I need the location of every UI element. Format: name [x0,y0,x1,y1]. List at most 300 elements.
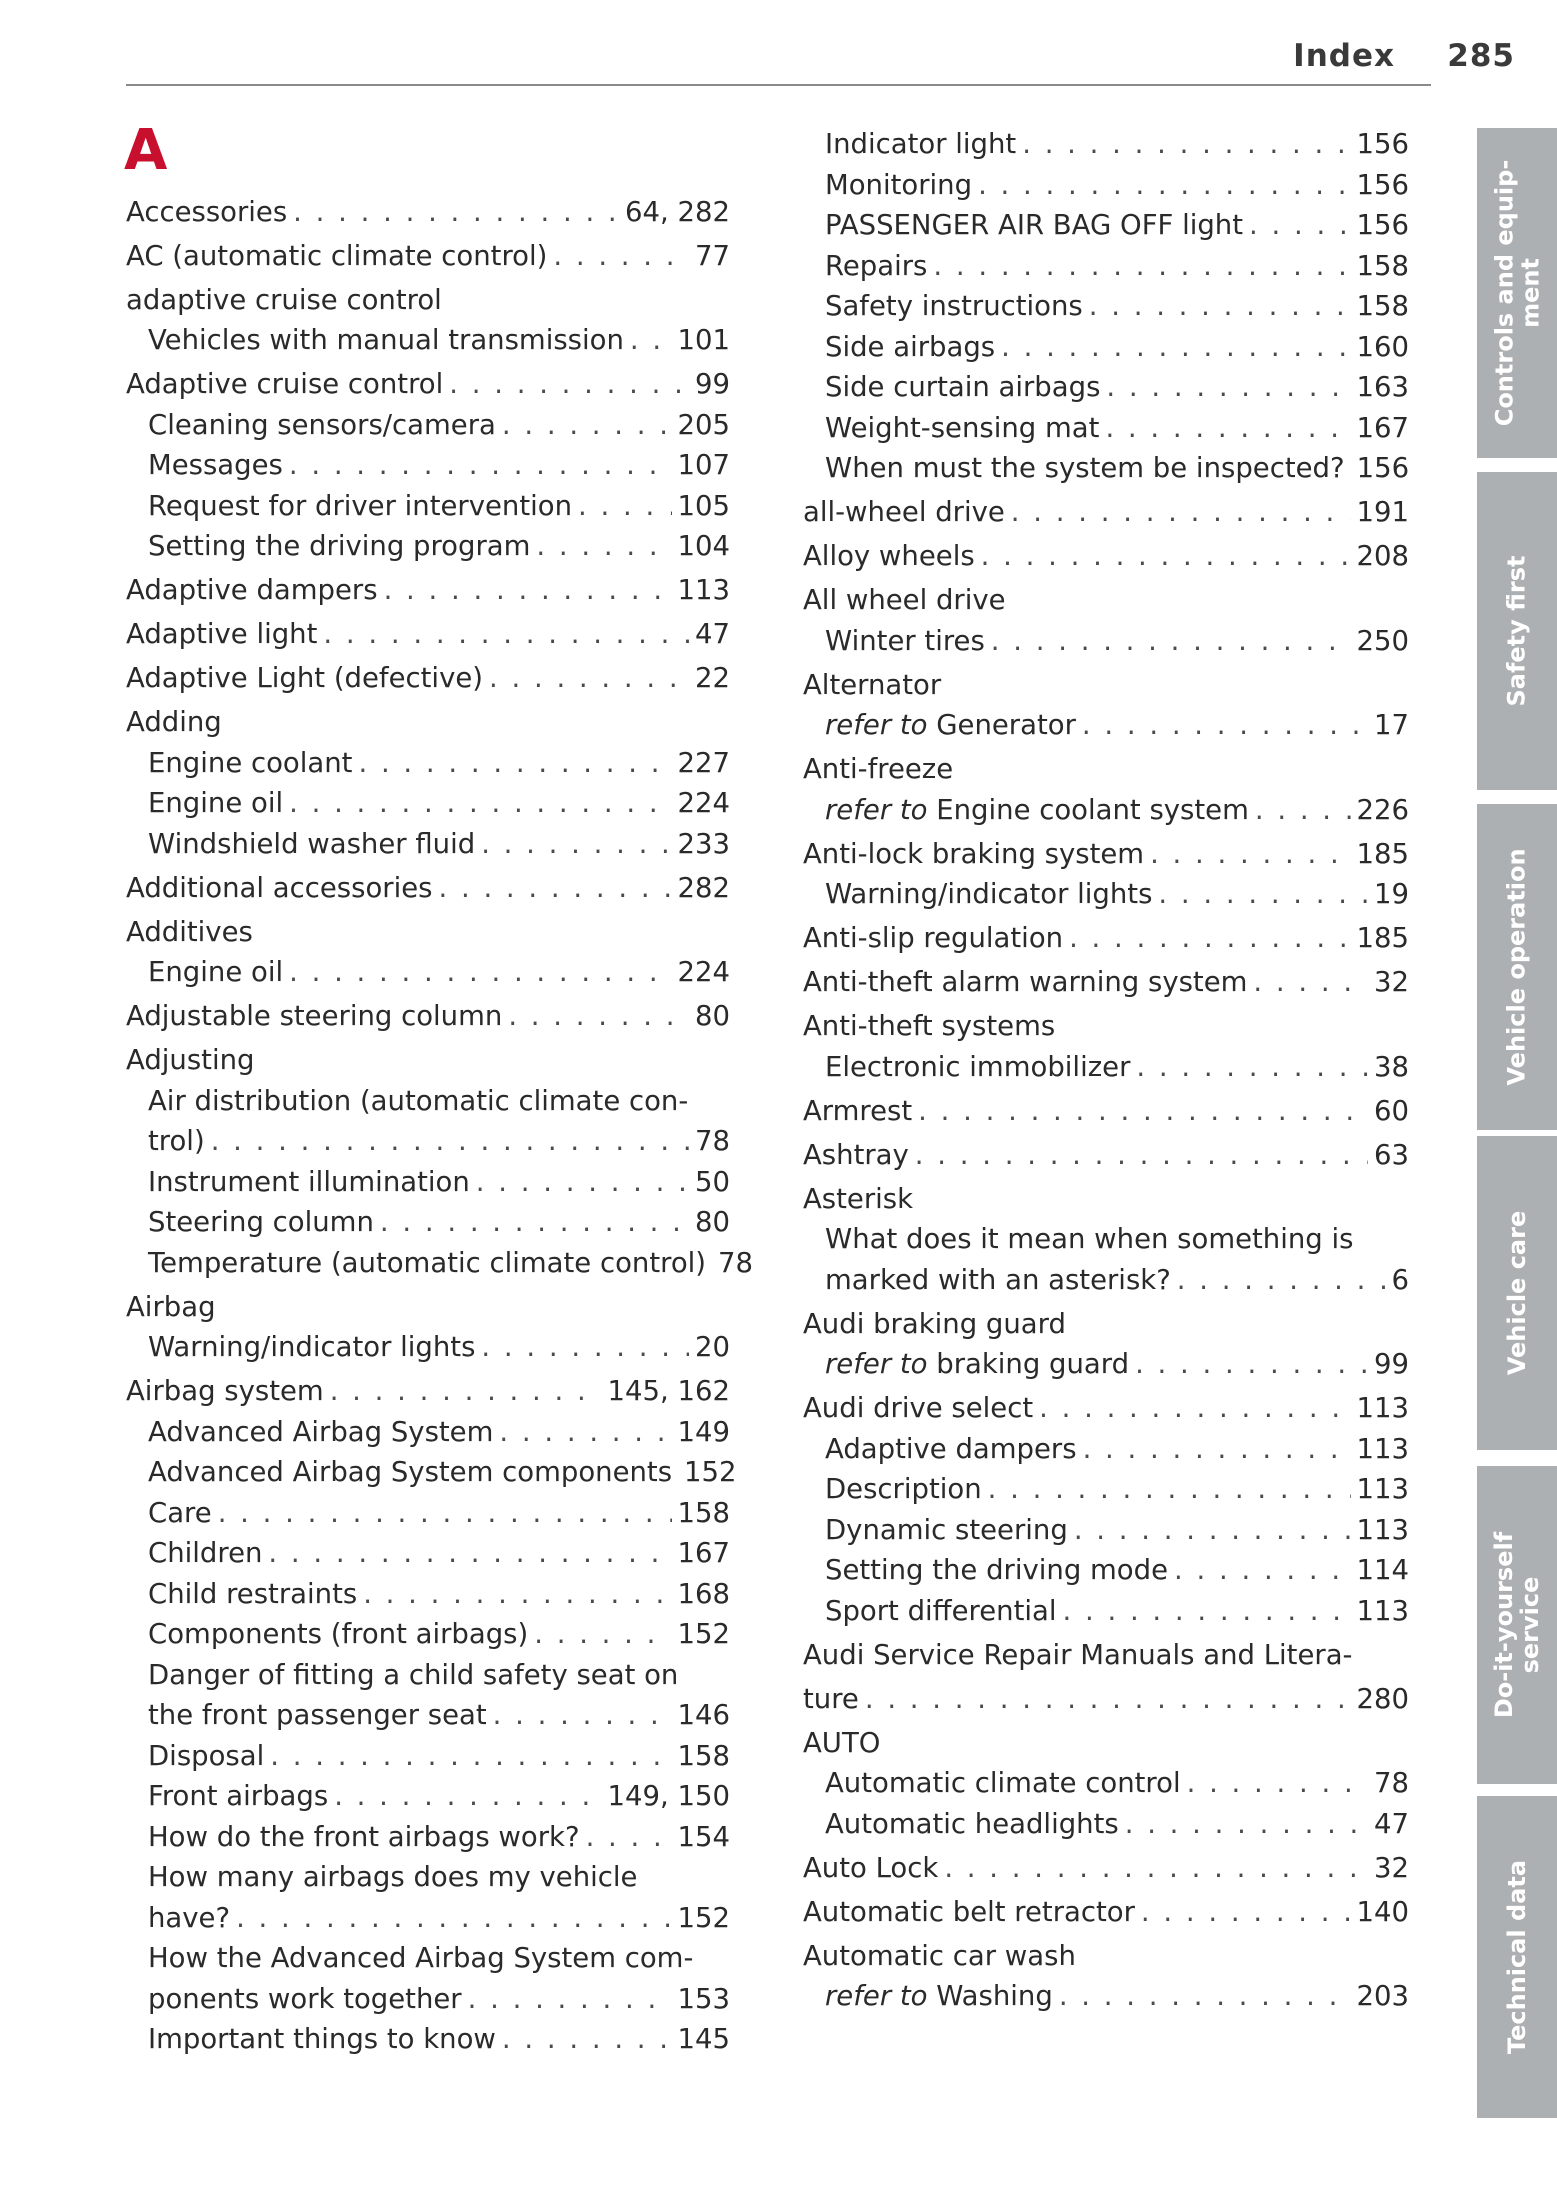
index-entry-page[interactable]: 152 [677,1618,730,1650]
index-entry-label [126,236,547,277]
index-entry-label [803,918,1063,959]
side-tab-label: Technical data [1503,1859,1532,2055]
dot-leader [508,996,689,1037]
index-entry [126,1202,730,1243]
index-entry [803,165,1409,206]
index-entry-label [825,286,1083,327]
index-entry-label [148,1817,580,1858]
index-entry-label [148,2019,496,2060]
index-entry-label [803,962,1247,1003]
index-entry-label [825,1763,1181,1804]
index-entry-label [126,912,253,953]
index-entry-page[interactable]: 156 [1356,452,1410,484]
index-entry-page[interactable]: 140 [1356,1895,1409,1928]
index-entry-page[interactable]: 113 [1356,1432,1409,1465]
index-entry-text: Anti-freeze [803,753,954,785]
index-entry-page[interactable]: 152 [677,1901,730,1934]
index-entry [803,205,1409,246]
dot-leader [1187,1763,1368,1804]
index-entry-text: Electronic immobilizer [825,1050,1131,1083]
dot-leader [1249,205,1350,246]
dot-leader [1150,834,1350,875]
index-entry [803,962,1409,1003]
dot-leader [1022,124,1350,165]
index-entry-text: Messages [148,449,283,481]
dot-leader [334,1776,601,1817]
index-entry-page[interactable]: 185 [1356,922,1409,954]
index-entry-text: Additives [126,915,253,948]
index-entry-label [126,614,317,655]
index-entry-label [148,1979,462,2020]
index-entry [803,492,1409,533]
index-entry-text: Adjustable steering column [126,1000,503,1032]
index-entry-label [148,824,475,865]
index-entry-page[interactable]: 203 [1356,1980,1409,2012]
index-entry-text: braking guard [936,1348,1130,1380]
dot-leader [1255,790,1351,831]
index-entry-page[interactable]: 145, 162 [607,1375,730,1407]
index-entry-label [803,1936,1076,1977]
index-entry-page[interactable]: 280 [1356,1682,1409,1715]
dot-leader [1074,1510,1351,1551]
dot-leader [1135,1344,1368,1385]
index-entry-page[interactable]: 226 [1356,793,1409,826]
index-entry-page[interactable]: 113 [677,574,730,606]
index-entry-text: Washing [936,1980,1053,2012]
dot-leader [1039,1388,1350,1429]
section-letter: A [124,118,168,183]
index-entry-page[interactable]: 113 [1356,1513,1409,1546]
index-entry [803,1723,1409,1764]
index-entry-label [148,1452,672,1493]
side-tab-label: Controls and equip- [1490,159,1519,427]
index-entry-text: Asterisk [803,1182,914,1215]
index-entry-page[interactable]: 20 [695,1331,730,1363]
index-entry-page[interactable]: 227 [677,746,730,779]
dot-leader [380,1202,689,1243]
index-entry-text: Adding [126,706,222,738]
dot-leader [330,1371,602,1412]
index-entry-text: all-wheel drive [803,496,1005,528]
index-entry-page[interactable]: 205 [677,408,730,441]
index-entry [126,1614,730,1655]
index-entry-label [126,996,502,1037]
index-entry-label [126,192,287,233]
index-entry-label [148,952,283,993]
index-entry-page[interactable]: 156 [1356,168,1409,201]
index-entry [126,1655,730,1696]
index-entry [803,1429,1409,1470]
index-entry-page[interactable]: 99 [695,368,730,400]
index-entry [803,918,1409,959]
index-entry [126,280,730,321]
index-entry-label [825,1804,1119,1845]
index-entry-label [148,1243,706,1284]
index-entry [803,1006,1409,1047]
index-entry [803,536,1409,577]
index-entry-label [803,536,975,577]
index-entry-page[interactable]: 113 [1356,1392,1409,1424]
index-entry-text: Anti-theft alarm warning system [803,966,1248,998]
header-section-title: Index [1293,38,1395,74]
index-entry-label [126,1287,216,1328]
index-entry-text: Audi braking guard [803,1307,1066,1340]
index-entry [126,1452,737,1493]
index-entry-text: Anti-theft systems [803,1010,1056,1042]
side-tab-label: Vehicle care [1503,1210,1532,1376]
index-entry-label [825,448,1345,489]
index-entry-page[interactable]: 158 [677,1739,730,1772]
index-entry-label [825,705,1076,746]
dot-leader [358,743,671,784]
index-entry-page[interactable]: 149 [677,1415,730,1448]
index-entry-label [825,205,1243,246]
index-entry-label [825,1469,982,1510]
index-entry-text: All wheel drive [803,584,1006,616]
dot-leader [1177,1260,1386,1301]
index-entry [126,1979,730,2020]
index-entry [126,1574,730,1615]
index-entry-label [148,320,624,361]
index-entry [803,1388,1409,1429]
index-entry-page[interactable]: 63 [1374,1138,1409,1171]
index-entry-text: When must the system be inspected? [825,452,1345,484]
index-entry-text: Indicator light [825,128,1017,160]
index-entry [803,1047,1409,1088]
index-entry-label [148,1533,262,1574]
index-entry-page[interactable]: 60 [1374,1094,1409,1127]
index-entry-page[interactable]: 6 [1391,1263,1409,1296]
index-entry [126,868,730,909]
index-entry-page[interactable]: 167 [1356,411,1409,444]
index-entry-page[interactable]: 158 [677,1496,730,1529]
index-entry [803,1179,1409,1220]
index-entry-label [148,1493,212,1534]
index-entry [803,1804,1409,1845]
index-entry-text: Sport differential [825,1594,1057,1627]
index-entry-page[interactable]: 224 [677,787,730,819]
index-entry-text: Auto Lock [803,1851,939,1884]
index-column-left [126,188,754,2060]
index-entry-reference: refer to [825,1980,928,2012]
header-page-number: 285 [1447,38,1515,74]
dot-leader [449,364,689,405]
index-entry-page[interactable]: 191 [1356,496,1409,528]
index-entry-label [126,364,443,405]
index-entry-text: Vehicles with manual transmission [148,324,624,356]
index-entry [803,790,1409,831]
index-entry-label [126,658,483,699]
index-entry-label [825,124,1016,165]
index-entry [126,1121,730,1162]
index-entry-page[interactable]: 99 [1374,1348,1409,1380]
index-entry-label [803,1635,1352,1676]
side-tab-label: ment [1516,258,1545,328]
index-entry-page[interactable]: 145 [677,2023,730,2055]
index-entry-page[interactable]: 17 [1374,709,1409,741]
index-entry-text: Adaptive dampers [825,1432,1077,1465]
index-entry-label [148,1938,693,1979]
index-entry-page[interactable]: 233 [677,827,730,860]
index-entry-page[interactable]: 250 [1356,624,1409,657]
index-entry-page[interactable]: 113 [1356,1594,1409,1627]
index-column-right [803,124,1409,2017]
dot-leader [1083,1429,1351,1470]
dot-leader [1059,1976,1351,2017]
index-entry-text: Automatic climate control [825,1767,1181,1799]
index-entry-text: Instrument illumination [148,1165,470,1198]
side-tab-diy[interactable] [1477,1466,1557,1784]
index-entry-page[interactable]: 80 [695,1000,730,1032]
index-entry-label [148,1898,230,1939]
index-entry-page[interactable]: 167 [677,1537,730,1569]
side-tab-label: service [1516,1576,1545,1674]
index-entry-text: Monitoring [825,168,973,201]
index-entry [803,1135,1409,1176]
index-entry-text: ponents work together [148,1982,462,2015]
index-entry [126,445,730,486]
index-entry-page[interactable]: 32 [1374,966,1409,998]
index-entry-label [825,874,1152,915]
index-entry-page[interactable]: 47 [1374,1807,1409,1840]
index-entry-text: Automatic belt retractor [803,1895,1135,1928]
index-entry-page[interactable]: 105 [677,489,730,522]
index-entry-label [148,1162,470,1203]
index-entry-page[interactable]: 50 [695,1165,730,1198]
index-entry-text: marked with an asterisk? [825,1263,1171,1296]
index-entry [803,1550,1409,1591]
index-entry [803,580,1409,621]
index-entry [803,1892,1409,1933]
index-entry-page[interactable]: 78 [718,1246,754,1279]
index-entry-page[interactable]: 282 [677,871,730,904]
index-entry [126,364,730,405]
dot-leader [915,1135,1368,1176]
index-entry-label [825,1429,1077,1470]
dot-leader [944,1848,1368,1889]
index-entry-text: Setting the driving mode [825,1554,1169,1586]
index-entry-page[interactable]: 168 [677,1577,730,1610]
index-entry-text: Important things to know [148,2023,496,2055]
index-entry-label [825,1550,1168,1591]
index-entry-text: How many airbags does my vehicle [148,1861,638,1893]
index-entry-page[interactable]: 154 [677,1820,730,1853]
dot-leader [933,246,1350,287]
index-entry-text: Anti-slip regulation [803,922,1064,954]
index-entry-label [803,1892,1135,1933]
side-tab-controls[interactable] [1477,128,1557,458]
dot-leader [1141,1892,1351,1933]
index-entry-page[interactable]: 163 [1356,371,1409,403]
index-entry-page[interactable]: 22 [695,662,730,694]
index-entry-text: Engine coolant [148,746,353,779]
index-entry [126,526,730,567]
index-entry-label [126,280,442,321]
index-entry-text: trol) [148,1125,205,1157]
index-entry [803,1304,1409,1345]
index-entry-page[interactable]: 64, 282 [625,195,730,228]
index-entry-page[interactable]: 77 [695,239,730,272]
index-entry-text: Automatic headlights [825,1807,1119,1840]
dot-leader [502,405,672,446]
index-entry-label [803,1135,909,1176]
index-entry [803,408,1409,449]
index-entry-page[interactable]: 104 [677,530,730,562]
index-entry-label [825,246,927,287]
dot-leader [1001,327,1350,368]
index-entry [803,1679,1409,1720]
index-entry-text: Ashtray [803,1138,909,1171]
index-entry-label [148,1857,637,1898]
index-entry-page[interactable]: 156 [1356,128,1409,160]
dot-leader [1063,1591,1351,1632]
dot-leader [1174,1550,1350,1591]
index-entry-label [148,783,283,824]
index-entry-label [148,1412,493,1453]
dot-leader [476,1162,689,1203]
index-entry [803,1763,1409,1804]
index-entry-text: PASSENGER AIR BAG OFF light [825,209,1244,241]
dot-leader [489,658,689,699]
index-entry-page[interactable]: 78 [695,1125,730,1157]
dot-leader [363,1574,671,1615]
index-entry-label [825,621,985,662]
index-entry-text: Weight-sensing mat [825,411,1100,444]
index-entry-page[interactable]: 185 [1356,837,1409,870]
dot-leader [289,783,671,824]
index-entry-label [825,1344,1129,1385]
index-entry [803,1848,1409,1889]
index-entry-label [148,1202,374,1243]
index-entry-text: adaptive cruise control [126,283,442,316]
index-entry-page[interactable]: 156 [1356,209,1409,241]
index-entry-page[interactable]: 38 [1374,1050,1409,1083]
dot-leader [438,868,671,909]
index-entry [803,705,1409,746]
index-entry-text: Advanced Airbag System [148,1415,494,1448]
index-entry [803,1936,1409,1977]
index-entry-label [126,702,222,743]
index-entry-label [825,790,1249,831]
index-entry [803,1976,1409,2017]
index-entry-page[interactable]: 160 [1356,330,1409,363]
dot-leader [536,526,671,567]
index-entry-page[interactable]: 107 [677,449,730,481]
index-entry-label [803,834,1144,875]
side-tab-vehicle-operation[interactable] [1477,804,1557,1130]
index-entry-text: Setting the driving program [148,530,531,562]
index-entry [803,327,1409,368]
index-entry-page[interactable]: 158 [1356,290,1409,322]
index-entry-text: Adjusting [126,1044,255,1076]
index-entry-text: Accessories [126,195,288,228]
dot-leader [988,1469,1351,1510]
index-entry-page[interactable]: 146 [677,1699,730,1731]
index-entry-page[interactable]: 80 [695,1206,730,1238]
index-entry-text: Armrest [803,1094,913,1127]
index-entry [126,1817,730,1858]
index-entry-page[interactable]: 101 [677,324,730,356]
index-entry-reference: refer to [825,709,928,741]
index-entry-text: Engine oil [148,956,284,988]
index-entry-page[interactable]: 114 [1356,1554,1409,1586]
index-entry-text: Front airbags [148,1780,329,1812]
index-entry [126,1081,730,1122]
side-tab-technical[interactable] [1477,1796,1557,2118]
index-entry [126,1857,730,1898]
index-entry [803,1510,1409,1551]
side-tab-safety[interactable] [1477,472,1557,790]
dot-leader [1106,367,1350,408]
dot-leader [991,621,1351,662]
index-entry-text: Adaptive dampers [126,574,378,606]
index-entry [126,824,730,865]
index-entry-reference: refer to [825,793,928,826]
index-entry-label [148,405,496,446]
index-entry [126,658,730,699]
index-entry-text: Anti-lock braking system [803,837,1145,870]
side-tab-vehicle-care[interactable] [1477,1136,1557,1450]
index-entry-label [803,1679,859,1720]
index-entry-text: AUTO [803,1726,881,1759]
index-entry-text: Disposal [148,1739,265,1772]
dot-leader [630,320,672,361]
index-entry-page[interactable]: 158 [1356,249,1409,282]
index-entry-text: Winter tires [825,624,985,657]
index-entry-label [803,1091,912,1132]
dot-leader [553,236,689,277]
index-entry-page[interactable]: 208 [1356,540,1409,572]
index-entry-page[interactable]: 224 [677,956,730,988]
index-entry-page[interactable]: 19 [1374,878,1409,910]
index-entry [803,874,1409,915]
index-entry-text: the front passenger seat [148,1699,487,1731]
dot-leader [323,614,689,655]
index-entry-label [825,1976,1053,2017]
index-entry-label [825,367,1100,408]
index-entry-label [126,1040,255,1081]
index-entry-label [803,1723,880,1764]
index-entry-label [803,1304,1066,1345]
index-entry-text: Advanced Airbag System components [148,1456,673,1488]
side-tab-label: Vehicle operation [1503,848,1531,1086]
index-entry-page[interactable]: 47 [695,618,730,650]
index-entry-text: Side curtain airbags [825,371,1101,403]
index-entry [126,1412,730,1453]
index-entry-label [803,1179,913,1220]
index-entry [803,1469,1409,1510]
index-entry-text: AC (automatic climate control) [126,239,548,272]
index-entry [126,405,730,446]
index-entry [126,2019,730,2060]
index-entry-page[interactable]: 149, 150 [607,1780,730,1812]
index-entry-page[interactable]: 153 [677,1982,730,2015]
dot-leader [481,1327,689,1368]
index-entry-page[interactable]: 152 [684,1456,737,1488]
index-entry-label [148,1695,487,1736]
index-entry-label [825,408,1099,449]
index-entry-page[interactable]: 113 [1356,1473,1409,1505]
index-entry-text: Adaptive light [126,618,318,650]
index-entry-label [126,1371,324,1412]
index-entry [126,1776,730,1817]
dot-leader [493,1695,672,1736]
index-entry-page[interactable]: 78 [1374,1767,1409,1799]
index-entry-text: ture [803,1682,859,1715]
index-entry-text: Automatic car wash [803,1939,1076,1972]
index-entry [803,286,1409,327]
index-entry-page[interactable]: 32 [1374,1851,1409,1884]
